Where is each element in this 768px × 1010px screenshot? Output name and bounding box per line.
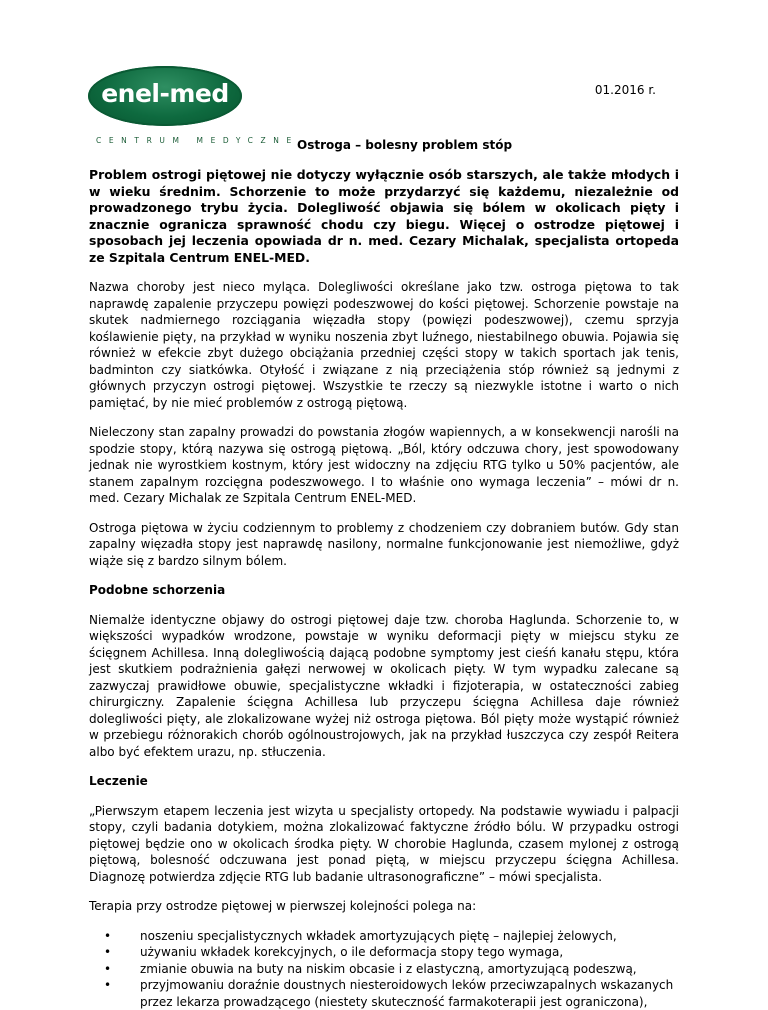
section-paragraph: Niemalże identyczne objawy do ostrogi piętowej daje tzw. choroba Haglunda. Schorzenie to, w większości wypadków wrodzone, powstaje w wyniku deformacji pięty w miejscu styku ze ścięgnem Achillesa. Inną dolegliwością dającą podobne symptomy jest cieśń kanału stępu, która jest skutkiem podrażnienia gałęzi nerwowej w okolicach pięty. W tym wypadku zalecane są zazwyczaj prawidłowe obuwie, specjalistyczne wkładki i fizjoterapia, w ostateczności zabieg chirurgiczny. Zapalenie ścięgna Achillesa lub przyczepu ścięgna Achillesa daje również dolegliwości pięty, ale zlokalizowane wyżej niż ostroga piętowa. Ból pięty może wystąpić również w przebiegu różnorakich chorób ogólnoustrojowych, jak na przykład łuszczyca czy zespół Reitera albo być efektem urazu, np. stłuczenia.: [89, 612, 679, 761]
section-heading-similar-conditions: Podobne schorzenia: [89, 582, 679, 599]
section-heading-treatment: Leczenie: [89, 773, 679, 790]
document-date: 01.2016 r.: [595, 83, 656, 97]
list-item: • używaniu wkładek korekcyjnych, o ile deformacja stopy tego wymaga,: [89, 944, 679, 961]
therapy-intro: Terapia przy ostrodze piętowej w pierwszej kolejności polega na:: [89, 898, 679, 915]
logo-brand-text: enel-med: [88, 79, 242, 108]
body-paragraph: Ostroga piętowa w życiu codziennym to problemy z chodzeniem czy dobraniem butów. Gdy stan zapalny więzadła stopy jest naprawdę nasilony, normalne funkcjonowanie jest niemożliwe, gdyż wiąże się z bardzo silnym bólem.: [89, 520, 679, 570]
body-paragraph: Nazwa choroby jest nieco myląca. Dolegliwości określane jako tzw. ostroga piętowa to tak naprawdę zapalenie przyczepu powięzi podeszwowej do kości piętowej. Schorzenie powstaje na skutek nadmiernego rozciągania więzadła stopy (powięzi podeszwowej), czemu sprzyja koślawienie pięty, na przykład w wyniku noszenia zbyt luźnego, niestabilnego obuwia. Pojawia się również w efekcie zbyt dużego obciążania przedniej części stopy w takich sportach jak tenis, badminton czy siatkówka. Otyłość i związane z nią przeciążenia stóp również są jednymi z głównych przyczyn ostrogi piętowej. Wszystkie te rzeczy są niezwykle istotne i warto o nich pamiętać, by nie mieć problemów z ostrogą piętową.: [89, 279, 679, 411]
article-title: Ostroga – bolesny problem stóp: [297, 138, 512, 152]
section-paragraph: „Pierwszym etapem leczenia jest wizyta u specjalisty ortopedy. Na podstawie wywiadu i palpacji stopy, czyli badania dotykiem, można zlokalizować faktyczne źródło bólu. W przypadku ostrogi piętowej będzie ono w okolicach środka pięty. W chorobie Haglunda, czasem mylonej z ostrogą piętową, bolesność odczuwana jest ponad piętą, w miejscu przyczepu ścięgna Achillesa. Diagnozę potwierdza zdjęcie RTG lub badanie ultrasonograficzne” – mówi specjalista.: [89, 803, 679, 886]
list-item: • noszeniu specjalistycznych wkładek amortyzujących piętę – najlepiej żelowych,: [89, 928, 679, 945]
list-item: • zmianie obuwia na buty na niskim obcasie i z elastyczną, amortyzującą podeszwą,: [89, 961, 679, 978]
therapy-list: [89, 928, 679, 1010]
article-body: [89, 167, 679, 1010]
body-paragraph: Nieleczony stan zapalny prowadzi do powstania złogów wapiennych, a w konsekwencji narośli na spodzie stopy, którą nazywa się ostrogą piętową. „Ból, który odczuwa chory, jest spowodowany jednak nie wyrostkiem kostnym, który jest widoczny na zdjęciu RTG tylko u 50% pacjentów, ale stanem zapalnym rozcięgna podeszwowego. I to właśnie ono wymaga leczenia” – mówi dr n. med. Cezary Michalak ze Szpitala Centrum ENEL-MED.: [89, 424, 679, 507]
enel-med-logo: [88, 66, 244, 148]
logo-subtitle: CENTRUM MEDYCZNE: [96, 136, 299, 145]
list-item: • przyjmowaniu doraźnie doustnych niesteroidowych leków przeciwzapalnych wskazanych przez lekarza prowadzącego (niestety skuteczność farmakoterapii jest ograniczona),: [89, 977, 679, 1010]
lead-paragraph: Problem ostrogi piętowej nie dotyczy wyłącznie osób starszych, ale także młodych i w wieku średnim. Schorzenie to może przydarzyć się każdemu, niezależnie od prowadzonego trybu życia. Dolegliwość objawia się bólem w okolicach pięty i znacznie ogranicza sprawność chodu czy biegu. Więcej o ostrodze piętowej i sposobach jej leczenia opowiada dr n. med. Cezary Michalak, specjalista ortopeda ze Szpitala Centrum ENEL-MED.: [89, 167, 679, 266]
